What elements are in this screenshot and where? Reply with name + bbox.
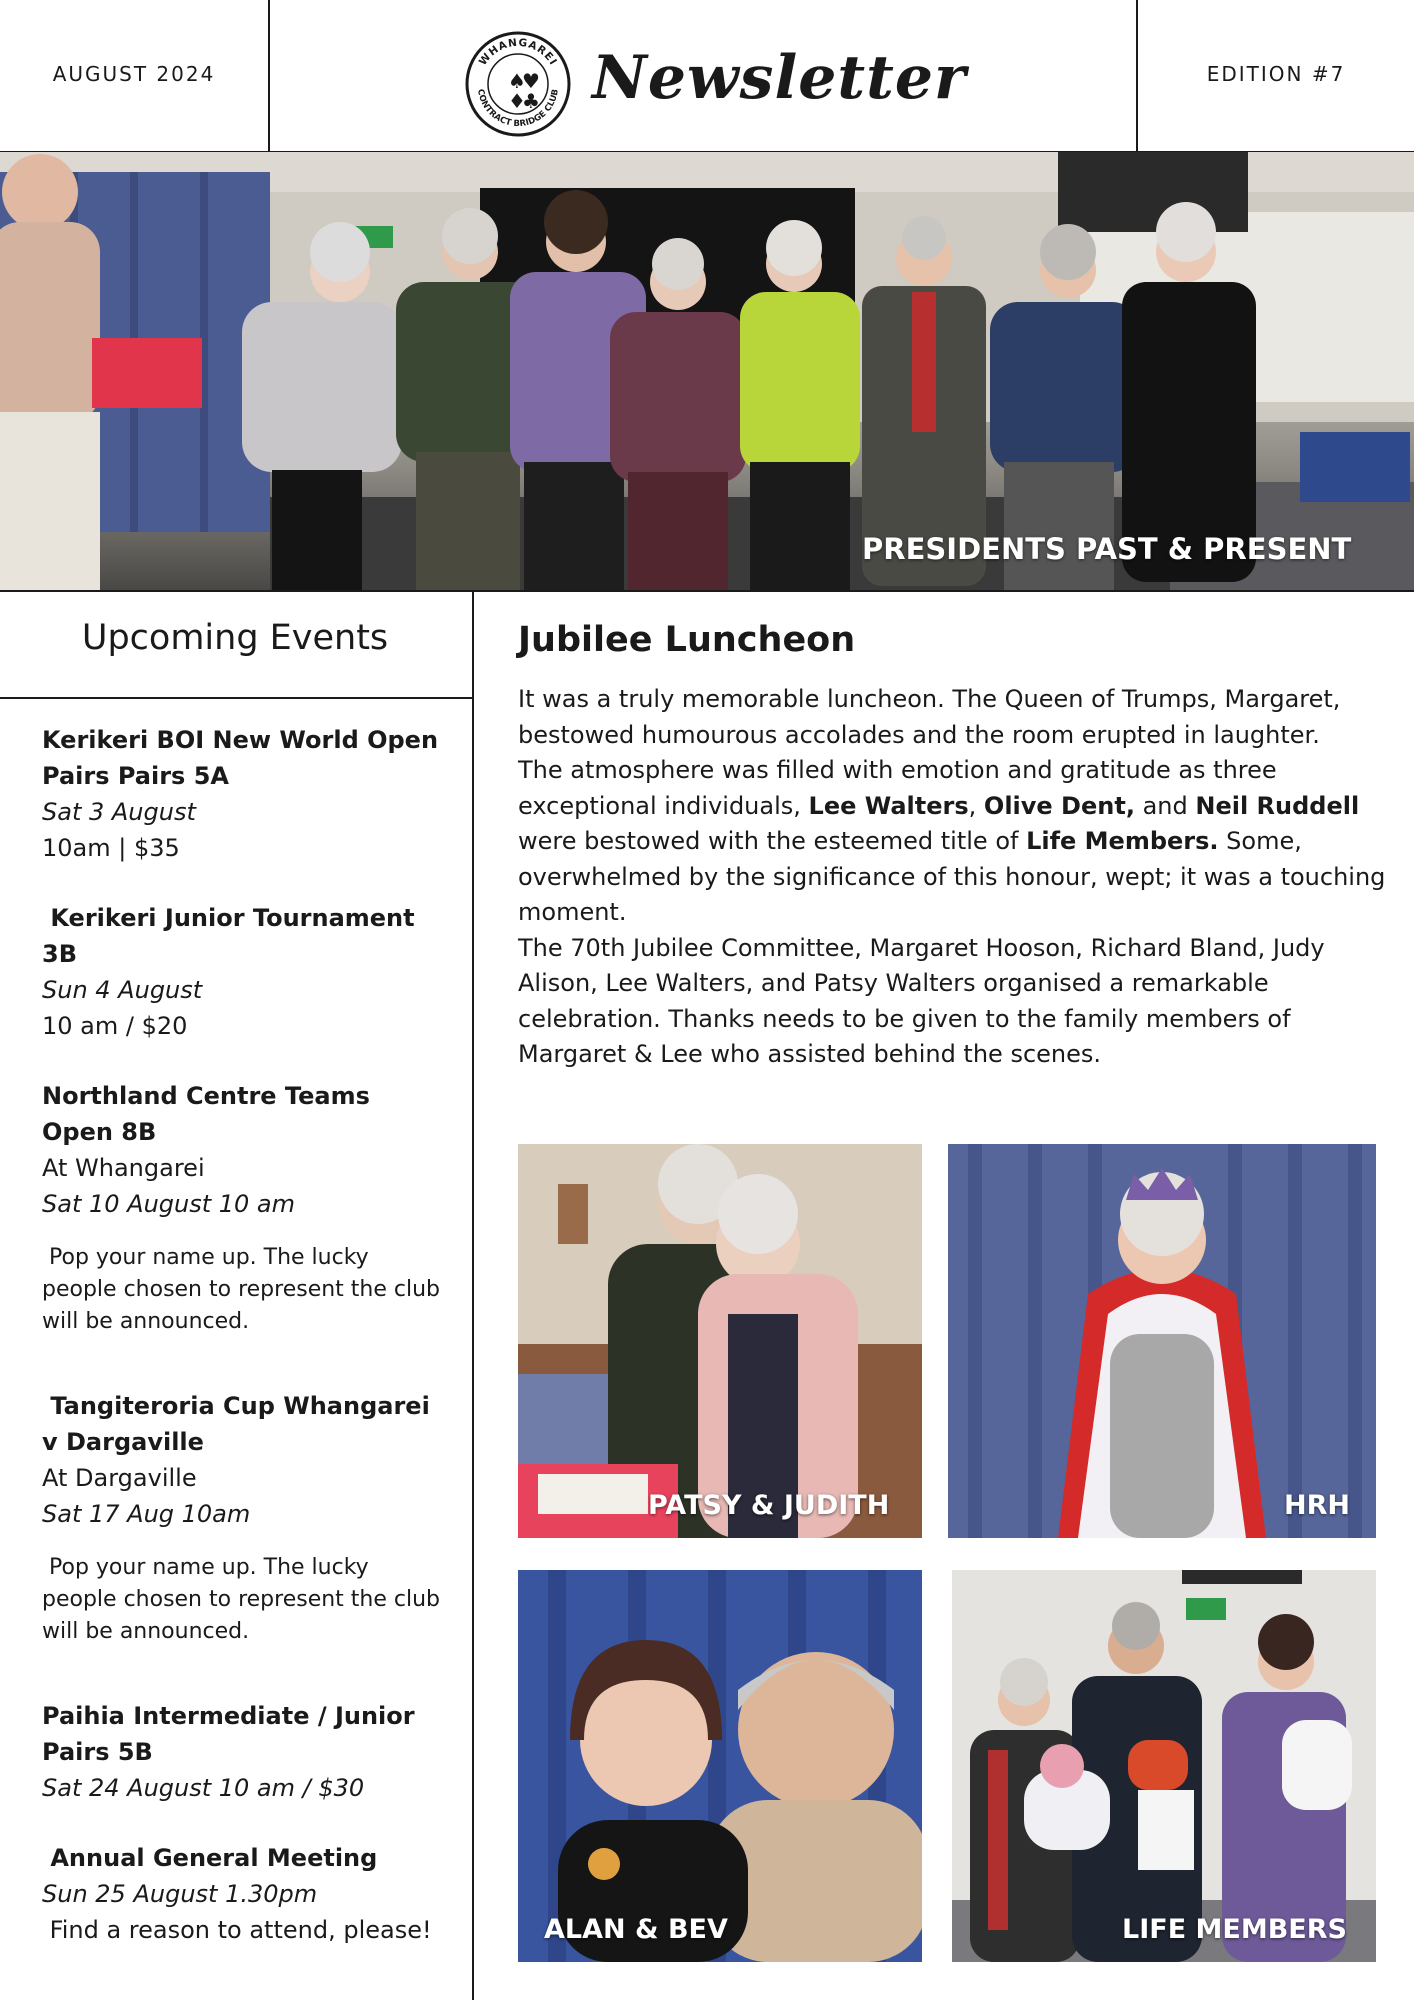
event-title: Paihia Intermediate / Junior Pairs 5B [42,1702,415,1766]
club-logo [464,30,572,138]
events-title-rule [0,697,472,699]
life-members-title: Life Members. [1026,827,1219,855]
presidents-photo [0,152,1414,590]
event-note: Pop your name up. The lucky people chosen to represent the club will be announced. [42,1555,448,1644]
event-note: Pop your name up. The lucky people chosen to represent the club will be announced. [42,1245,448,1334]
event-northland-centre-teams [42,1078,447,1338]
column-divider [472,592,474,2000]
event-title: Annual General Meeting [42,1844,378,1872]
photo-alan-bev [518,1570,922,1962]
header-divider-left [268,0,270,152]
event-details: 10 am / $20 [42,1012,188,1040]
event-location: At Dargaville [42,1464,197,1492]
photo-patsy-judith [518,1144,922,1538]
article-paragraph-3: The 70th Jubilee Committee, Margaret Hooson, Richard Bland, Judy Alison, Lee Walters, and Patsy Walters organised a remarkable celebration. Thanks needs to be given to the family members of Margaret & Lee who assisted behind the scenes. [518,933,1325,1068]
event-kerikeri-junior [42,900,447,1044]
event-date: Sat 3 August [42,798,196,826]
event-date: Sun 4 August [42,976,203,1004]
edition-number: EDITION #7 [1206,62,1346,86]
event-note: Find a reason to attend, please! [42,1916,432,1944]
honoree-olive-dent: Olive Dent, [983,791,1135,820]
event-tangiteroria-cup [42,1388,447,1648]
event-title: Tangiteroria Cup Whangarei v Dargaville [42,1392,439,1456]
event-location: At Whangarei [42,1154,205,1182]
article-paragraph-1: It was a truly memorable luncheon. The Queen of Trumps, Margaret, bestowed humourous accolades and the room erupted in laughter. [518,685,1341,749]
logo-top-text: WHANGAREI [476,36,560,68]
hero-caption: PRESIDENTS PAST & PRESENT [862,532,1352,566]
article-paragraph-2: The atmosphere was filled with emotion and gratitude as three exceptional individuals, Lee Walters, Olive Dent, and Neil Ruddell were bestowed with the esteemed title of Life Members. Some, overwhelmed by the significance of this honour, wept; it was a touching moment. [518,756,1386,926]
photo-4-caption: LIFE MEMBERS [1122,1914,1347,1945]
event-date: Sat 24 August 10 am / $30 [42,1774,365,1802]
upcoming-events-title: Upcoming Events [81,618,389,658]
event-details: 10am | $35 [42,834,180,862]
logo-bottom-text: CONTRACT BRIDGE CLUB [475,88,561,130]
event-paihia-pairs [42,1698,447,1806]
honoree-lee-walters: Lee Walters [808,791,969,820]
event-date: Sat 10 August 10 am [42,1190,296,1218]
honoree-neil-ruddell: Neil Ruddell [1195,791,1360,820]
event-annual-general-meeting [42,1840,447,1948]
article-title: Jubilee Luncheon [518,620,856,660]
heart-icon: ♥ [522,69,540,93]
issue-date: AUGUST 2024 [52,62,216,86]
club-icon: ♣ [522,89,540,113]
event-date: Sat 17 Aug 10am [42,1500,251,1528]
event-title: Kerikeri BOI New World Open Pairs Pairs 5A [42,726,439,790]
event-title: Northland Centre Teams Open 8B [42,1082,370,1146]
photo-3-caption: ALAN & BEV [544,1914,728,1945]
newsletter-title: Newsletter [592,43,967,113]
event-date: Sun 25 August 1.30pm [42,1880,318,1908]
photo-2-caption: HRH [1284,1490,1350,1521]
photo-life-members [952,1570,1376,1962]
photo-1-caption: PATSY & JUDITH [648,1490,890,1521]
event-title: Kerikeri Junior Tournament 3B [42,904,423,968]
event-kerikeri-open-pairs [42,722,447,866]
hero-bottom-rule [0,590,1414,592]
spade-icon: ♠ [508,69,526,93]
diamond-icon: ♦ [508,89,526,113]
photo-hrh [948,1144,1376,1538]
article-body [518,682,1388,1073]
